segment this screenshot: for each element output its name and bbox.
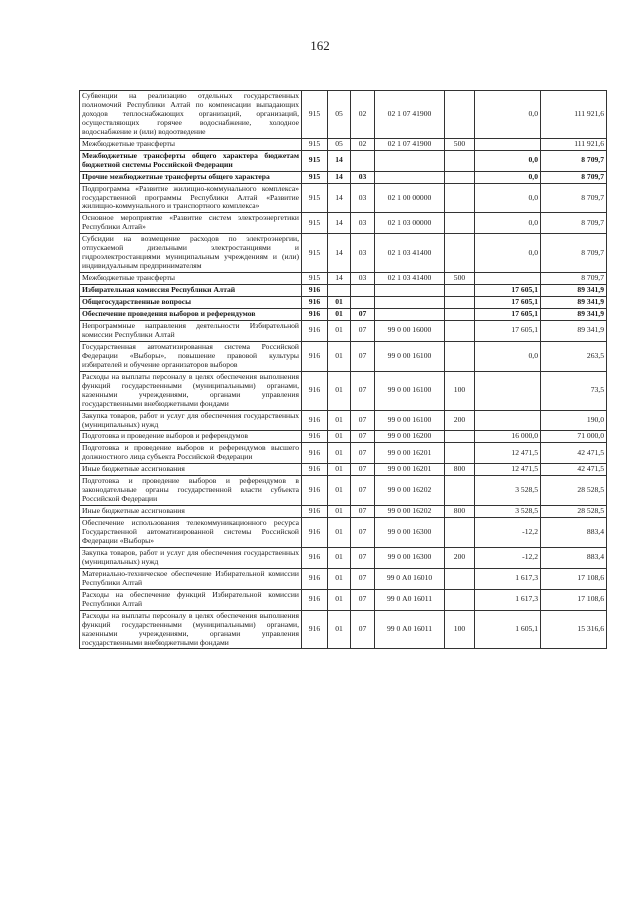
subsection-cell: 07: [351, 506, 375, 518]
section-cell: 01: [328, 297, 351, 309]
grbs-cell: 916: [302, 431, 328, 443]
subsection-cell: [351, 297, 375, 309]
grbs-cell: 916: [302, 297, 328, 309]
expense-type-cell: 500: [445, 273, 475, 285]
row-name-cell: Обеспечение использования телекоммуникационного ресурса Государственной автоматизированной системы Российской Федерации «Выборы»: [80, 518, 302, 548]
subsection-cell: 07: [351, 476, 375, 506]
amount-total-cell: 8 709,7: [541, 171, 607, 183]
amount-total-cell: 73,5: [541, 371, 607, 410]
section-cell: 05: [328, 91, 351, 139]
target-article-cell: 99 0 А0 16011: [375, 610, 445, 649]
subsection-cell: 07: [351, 371, 375, 410]
expense-type-cell: 800: [445, 464, 475, 476]
expense-type-cell: 500: [445, 138, 475, 150]
amount-change-cell: [475, 138, 541, 150]
amount-change-cell: 17 605,1: [475, 320, 541, 341]
row-name-cell: Расходы на выплаты персоналу в целях обеспечения выполнения функций государственными (муниципальными) органами, казенными учреждениями, органами управления государственными внебюджетными фондами: [80, 371, 302, 410]
amount-total-cell: 8 709,7: [541, 183, 607, 213]
subsection-cell: 02: [351, 91, 375, 139]
section-cell: 14: [328, 150, 351, 171]
table-row: [80, 309, 607, 321]
amount-total-cell: 42 471,5: [541, 443, 607, 464]
amount-total-cell: 8 709,7: [541, 213, 607, 234]
expense-type-cell: [445, 171, 475, 183]
table-row: [80, 431, 607, 443]
target-article-cell: 99 0 00 16100: [375, 371, 445, 410]
amount-change-cell: 0,0: [475, 341, 541, 371]
section-cell: 01: [328, 309, 351, 321]
grbs-cell: 915: [302, 171, 328, 183]
section-cell: 01: [328, 610, 351, 649]
row-name-cell: Закупка товаров, работ и услуг для обеспечения государственных (муниципальных) нужд: [80, 547, 302, 568]
grbs-cell: 916: [302, 341, 328, 371]
row-name-cell: Закупка товаров, работ и услуг для обеспечения государственных (муниципальных) нужд: [80, 410, 302, 431]
row-name-cell: Прочие межбюджетные трансферты общего характера: [80, 171, 302, 183]
row-name-cell: Межбюджетные трансферты: [80, 273, 302, 285]
amount-total-cell: 111 921,6: [541, 138, 607, 150]
subsection-cell: 07: [351, 431, 375, 443]
expense-type-cell: [445, 297, 475, 309]
table-row: [80, 443, 607, 464]
row-name-cell: Непрограммные направления деятельности Избирательной комиссии Республики Алтай: [80, 320, 302, 341]
table-body: [80, 91, 607, 649]
row-name-cell: Субсидии на возмещение расходов по электроэнергии, отпускаемой дизельными электростанциями и гидроэлектростанциями муниципальным учреждениям и (или) индивидуальным предпринимателям: [80, 234, 302, 273]
amount-total-cell: 883,4: [541, 547, 607, 568]
table-row: [80, 341, 607, 371]
amount-change-cell: [475, 410, 541, 431]
row-name-cell: Обеспечение проведения выборов и референдумов: [80, 309, 302, 321]
amount-change-cell: 1 617,3: [475, 568, 541, 589]
target-article-cell: 02 1 03 41400: [375, 234, 445, 273]
table-row: [80, 476, 607, 506]
amount-total-cell: 8 709,7: [541, 273, 607, 285]
page-number: 162: [310, 38, 330, 53]
amount-change-cell: 17 605,1: [475, 309, 541, 321]
amount-total-cell: 883,4: [541, 518, 607, 548]
section-cell: 14: [328, 171, 351, 183]
amount-change-cell: 3 528,5: [475, 506, 541, 518]
expense-type-cell: 100: [445, 610, 475, 649]
section-cell: 01: [328, 547, 351, 568]
table-row: [80, 273, 607, 285]
row-name-cell: Расходы на выплаты персоналу в целях обеспечения выполнения функций государственными (муниципальными) органами, казенными учреждениями, органами управления государственными внебюджетными фондами: [80, 610, 302, 649]
section-cell: 01: [328, 518, 351, 548]
amount-total-cell: 28 528,5: [541, 506, 607, 518]
section-cell: 14: [328, 273, 351, 285]
expense-type-cell: [445, 234, 475, 273]
expense-type-cell: [445, 150, 475, 171]
amount-change-cell: 0,0: [475, 234, 541, 273]
row-name-cell: Расходы на обеспечение функций Избирательной комиссии Республики Алтай: [80, 589, 302, 610]
subsection-cell: [351, 150, 375, 171]
table-row: [80, 547, 607, 568]
target-article-cell: 99 0 00 16202: [375, 476, 445, 506]
expense-type-cell: [445, 285, 475, 297]
grbs-cell: 916: [302, 589, 328, 610]
section-cell: 01: [328, 410, 351, 431]
amount-change-cell: 0,0: [475, 171, 541, 183]
section-cell: 14: [328, 234, 351, 273]
row-name-cell: Иные бюджетные ассигнования: [80, 464, 302, 476]
amount-total-cell: 17 108,6: [541, 568, 607, 589]
amount-total-cell: 71 000,0: [541, 431, 607, 443]
table-row: [80, 150, 607, 171]
target-article-cell: 99 0 00 16100: [375, 410, 445, 431]
row-name-cell: Государственная автоматизированная система Российской Федерации «Выборы», повышение правовой культуры избирателей и обучение организаторов выборов: [80, 341, 302, 371]
subsection-cell: 03: [351, 183, 375, 213]
grbs-cell: 916: [302, 518, 328, 548]
section-cell: 14: [328, 213, 351, 234]
expense-type-cell: [445, 91, 475, 139]
row-name-cell: Подготовка и проведение выборов и референдумов высшего должностного лица субъекта Российской Федерации: [80, 443, 302, 464]
target-article-cell: [375, 285, 445, 297]
row-name-cell: Подготовка и проведение выборов и референдумов: [80, 431, 302, 443]
row-name-cell: Основное мероприятие «Развитие систем электроэнергетики Республики Алтай»: [80, 213, 302, 234]
subsection-cell: 03: [351, 213, 375, 234]
subsection-cell: 07: [351, 464, 375, 476]
amount-total-cell: 28 528,5: [541, 476, 607, 506]
expense-type-cell: 800: [445, 506, 475, 518]
expense-type-cell: [445, 320, 475, 341]
section-cell: 01: [328, 320, 351, 341]
subsection-cell: 03: [351, 171, 375, 183]
target-article-cell: 99 0 00 16202: [375, 506, 445, 518]
subsection-cell: 07: [351, 309, 375, 321]
subsection-cell: 07: [351, 443, 375, 464]
row-name-cell: Межбюджетные трансферты: [80, 138, 302, 150]
amount-change-cell: 3 528,5: [475, 476, 541, 506]
section-cell: 01: [328, 568, 351, 589]
grbs-cell: 915: [302, 234, 328, 273]
row-name-cell: Общегосударственные вопросы: [80, 297, 302, 309]
target-article-cell: 99 0 00 16100: [375, 341, 445, 371]
target-article-cell: [375, 309, 445, 321]
expense-type-cell: [445, 183, 475, 213]
section-cell: 01: [328, 476, 351, 506]
table-row: [80, 506, 607, 518]
amount-change-cell: 0,0: [475, 91, 541, 139]
subsection-cell: 07: [351, 341, 375, 371]
section-cell: 14: [328, 183, 351, 213]
target-article-cell: 02 1 03 41400: [375, 273, 445, 285]
expense-type-cell: [445, 443, 475, 464]
grbs-cell: 915: [302, 273, 328, 285]
amount-total-cell: 111 921,6: [541, 91, 607, 139]
target-article-cell: 99 0 00 16000: [375, 320, 445, 341]
grbs-cell: 915: [302, 91, 328, 139]
target-article-cell: 99 0 00 16201: [375, 464, 445, 476]
budget-table: [79, 90, 607, 649]
subsection-cell: 07: [351, 410, 375, 431]
section-cell: 01: [328, 589, 351, 610]
section-cell: 01: [328, 371, 351, 410]
expense-type-cell: [445, 476, 475, 506]
subsection-cell: 07: [351, 568, 375, 589]
target-article-cell: 02 1 07 41900: [375, 138, 445, 150]
target-article-cell: 99 0 А0 16011: [375, 589, 445, 610]
amount-total-cell: 8 709,7: [541, 150, 607, 171]
target-article-cell: 99 0 00 16200: [375, 431, 445, 443]
amount-change-cell: [475, 273, 541, 285]
row-name-cell: Иные бюджетные ассигнования: [80, 506, 302, 518]
expense-type-cell: [445, 518, 475, 548]
subsection-cell: 07: [351, 589, 375, 610]
subsection-cell: 03: [351, 234, 375, 273]
table-row: [80, 320, 607, 341]
target-article-cell: 99 0 А0 16010: [375, 568, 445, 589]
grbs-cell: 916: [302, 443, 328, 464]
section-cell: 01: [328, 464, 351, 476]
table-row: [80, 297, 607, 309]
grbs-cell: 916: [302, 320, 328, 341]
amount-change-cell: [475, 371, 541, 410]
target-article-cell: [375, 297, 445, 309]
section-cell: 01: [328, 506, 351, 518]
row-name-cell: Подпрограмма «Развитие жилищно-коммунального комплекса» государственной программы Республики Алтай «Развитие жилищно-коммунального и транспортного комплекса»: [80, 183, 302, 213]
table-row: [80, 234, 607, 273]
amount-total-cell: 15 316,6: [541, 610, 607, 649]
table-row: [80, 464, 607, 476]
grbs-cell: 916: [302, 410, 328, 431]
section-cell: [328, 285, 351, 297]
amount-change-cell: 12 471,5: [475, 464, 541, 476]
section-cell: 01: [328, 431, 351, 443]
amount-change-cell: -12,2: [475, 547, 541, 568]
grbs-cell: 916: [302, 506, 328, 518]
table-row: [80, 91, 607, 139]
target-article-cell: 99 0 00 16300: [375, 518, 445, 548]
table-row: [80, 610, 607, 649]
target-article-cell: [375, 171, 445, 183]
amount-change-cell: 16 000,0: [475, 431, 541, 443]
grbs-cell: 916: [302, 371, 328, 410]
amount-change-cell: 0,0: [475, 183, 541, 213]
grbs-cell: 916: [302, 464, 328, 476]
amount-total-cell: 42 471,5: [541, 464, 607, 476]
table-row: [80, 518, 607, 548]
amount-total-cell: 89 341,9: [541, 320, 607, 341]
expense-type-cell: [445, 568, 475, 589]
grbs-cell: 916: [302, 610, 328, 649]
subsection-cell: 07: [351, 610, 375, 649]
amount-change-cell: -12,2: [475, 518, 541, 548]
table-row: [80, 371, 607, 410]
expense-type-cell: 200: [445, 410, 475, 431]
row-name-cell: Межбюджетные трансферты общего характера бюджетам бюджетной системы Российской Федерации: [80, 150, 302, 171]
amount-total-cell: 89 341,9: [541, 285, 607, 297]
grbs-cell: 915: [302, 213, 328, 234]
target-article-cell: 02 1 07 41900: [375, 91, 445, 139]
grbs-cell: 916: [302, 568, 328, 589]
target-article-cell: [375, 150, 445, 171]
expense-type-cell: [445, 341, 475, 371]
row-name-cell: Подготовка и проведение выборов и референдумов в законодательные органы государственной власти субъекта Российской Федерации: [80, 476, 302, 506]
grbs-cell: 916: [302, 547, 328, 568]
table-row: [80, 138, 607, 150]
grbs-cell: 915: [302, 183, 328, 213]
expense-type-cell: [445, 213, 475, 234]
target-article-cell: 02 1 00 00000: [375, 183, 445, 213]
subsection-cell: 03: [351, 273, 375, 285]
amount-total-cell: 17 108,6: [541, 589, 607, 610]
subsection-cell: 02: [351, 138, 375, 150]
amount-change-cell: 1 605,1: [475, 610, 541, 649]
section-cell: 01: [328, 341, 351, 371]
amount-change-cell: 0,0: [475, 150, 541, 171]
amount-total-cell: 190,0: [541, 410, 607, 431]
section-cell: 05: [328, 138, 351, 150]
amount-change-cell: 17 605,1: [475, 285, 541, 297]
subsection-cell: 07: [351, 547, 375, 568]
subsection-cell: 07: [351, 320, 375, 341]
row-name-cell: Материально-техническое обеспечение Избирательной комиссии Республики Алтай: [80, 568, 302, 589]
grbs-cell: 916: [302, 476, 328, 506]
amount-change-cell: 12 471,5: [475, 443, 541, 464]
table-row: [80, 285, 607, 297]
amount-change-cell: 1 617,3: [475, 589, 541, 610]
table-row: [80, 568, 607, 589]
amount-total-cell: 89 341,9: [541, 309, 607, 321]
row-name-cell: Избирательная комиссия Республики Алтай: [80, 285, 302, 297]
target-article-cell: 99 0 00 16300: [375, 547, 445, 568]
target-article-cell: 99 0 00 16201: [375, 443, 445, 464]
table-row: [80, 183, 607, 213]
table-row: [80, 410, 607, 431]
expense-type-cell: [445, 309, 475, 321]
grbs-cell: 915: [302, 150, 328, 171]
row-name-cell: Субвенции на реализацию отдельных государственных полномочий Республики Алтай по компенсации выпадающих доходов теплоснабжающих организаций, организаций, осуществляющих горячее водоснабжение, холодное водоснабжение и (или) водоотведение: [80, 91, 302, 139]
amount-total-cell: 8 709,7: [541, 234, 607, 273]
grbs-cell: 915: [302, 138, 328, 150]
table-row: [80, 589, 607, 610]
subsection-cell: 07: [351, 518, 375, 548]
expense-type-cell: [445, 589, 475, 610]
target-article-cell: 02 1 03 00000: [375, 213, 445, 234]
amount-change-cell: 0,0: [475, 213, 541, 234]
expense-type-cell: 200: [445, 547, 475, 568]
expense-type-cell: [445, 431, 475, 443]
table-row: [80, 213, 607, 234]
amount-total-cell: 263,5: [541, 341, 607, 371]
table-row: [80, 171, 607, 183]
grbs-cell: 916: [302, 309, 328, 321]
amount-total-cell: 89 341,9: [541, 297, 607, 309]
expense-type-cell: 100: [445, 371, 475, 410]
section-cell: 01: [328, 443, 351, 464]
amount-change-cell: 17 605,1: [475, 297, 541, 309]
subsection-cell: [351, 285, 375, 297]
grbs-cell: 916: [302, 285, 328, 297]
